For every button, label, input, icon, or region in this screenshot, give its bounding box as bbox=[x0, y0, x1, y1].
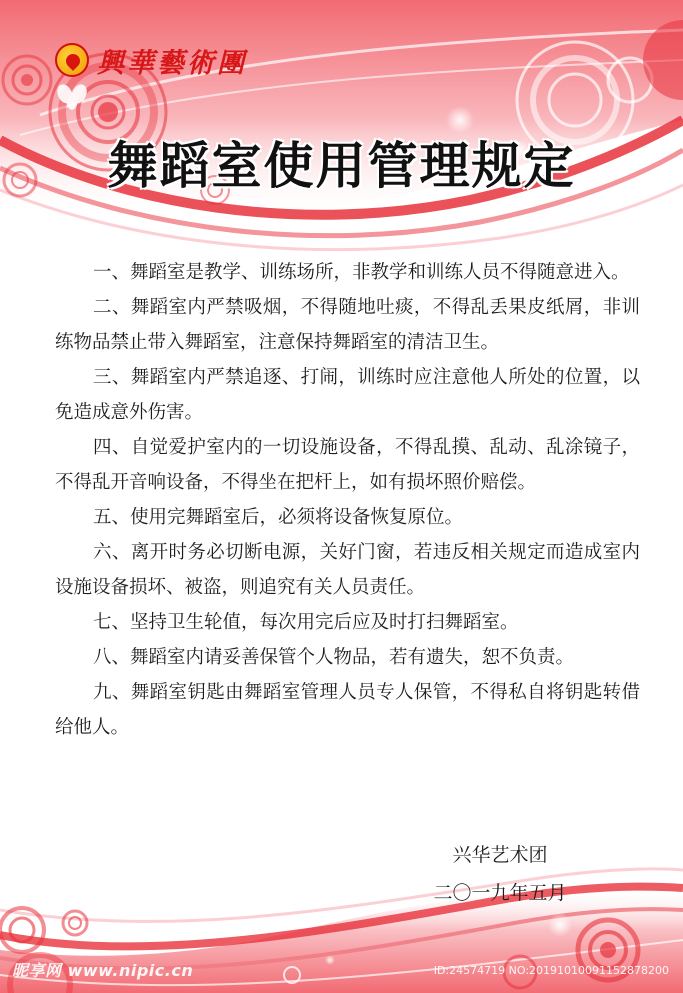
signature-date: 二〇一九年五月 bbox=[433, 882, 567, 904]
rule-item: 六、离开时务必切断电源，关好门窗，若违反相关规定而造成室内设施设备损坏、被盗，则追究有关人员责任。 bbox=[55, 542, 640, 598]
rule-item: 九、舞蹈室钥匙由舞蹈室管理人员专人保管，不得私自将钥匙转借给他人。 bbox=[55, 682, 640, 738]
rule-item: 二、舞蹈室内严禁吸烟，不得随地吐痰，不得乱丢果皮纸屑，非训练物品禁止带入舞蹈室，注意保持舞蹈室的清洁卫生。 bbox=[55, 297, 640, 353]
rules-list bbox=[55, 255, 640, 745]
rule-item: 八、舞蹈室内请妥善保管个人物品，若有遗失，恕不负责。 bbox=[93, 647, 575, 668]
watermark-id: ID:24574719 NO:20191010091152878200 bbox=[433, 964, 669, 977]
logo-emblem-icon bbox=[55, 43, 89, 77]
rule-item: 五、使用完舞蹈室后，必须将设备恢复原位。 bbox=[93, 507, 464, 528]
rule-item: 三、舞蹈室内严禁追逐、打闹，训练时应注意他人所处的位置，以免造成意外伤害。 bbox=[55, 367, 640, 423]
rule-item: 一、舞蹈室是教学、训练场所，非教学和训练人员不得随意进入。 bbox=[93, 262, 630, 283]
watermark-site: 昵享网 www.nipic.cn bbox=[12, 961, 194, 980]
signature-organization: 兴华艺术团 bbox=[452, 844, 548, 866]
rule-item: 四、自觉爱护室内的一切设施设备，不得乱摸、乱动、乱涂镜子，不得乱开音响设备，不得坐在把杆上，如有损坏照价赔偿。 bbox=[55, 437, 640, 493]
page-title: 舞蹈室使用管理规定 bbox=[107, 137, 576, 195]
signature-block bbox=[405, 836, 595, 912]
logo-text: 興華藝術團 bbox=[97, 47, 247, 79]
rule-item: 七、坚持卫生轮值，每次用完后应及时打扫舞蹈室。 bbox=[93, 612, 519, 633]
logo bbox=[55, 38, 247, 82]
